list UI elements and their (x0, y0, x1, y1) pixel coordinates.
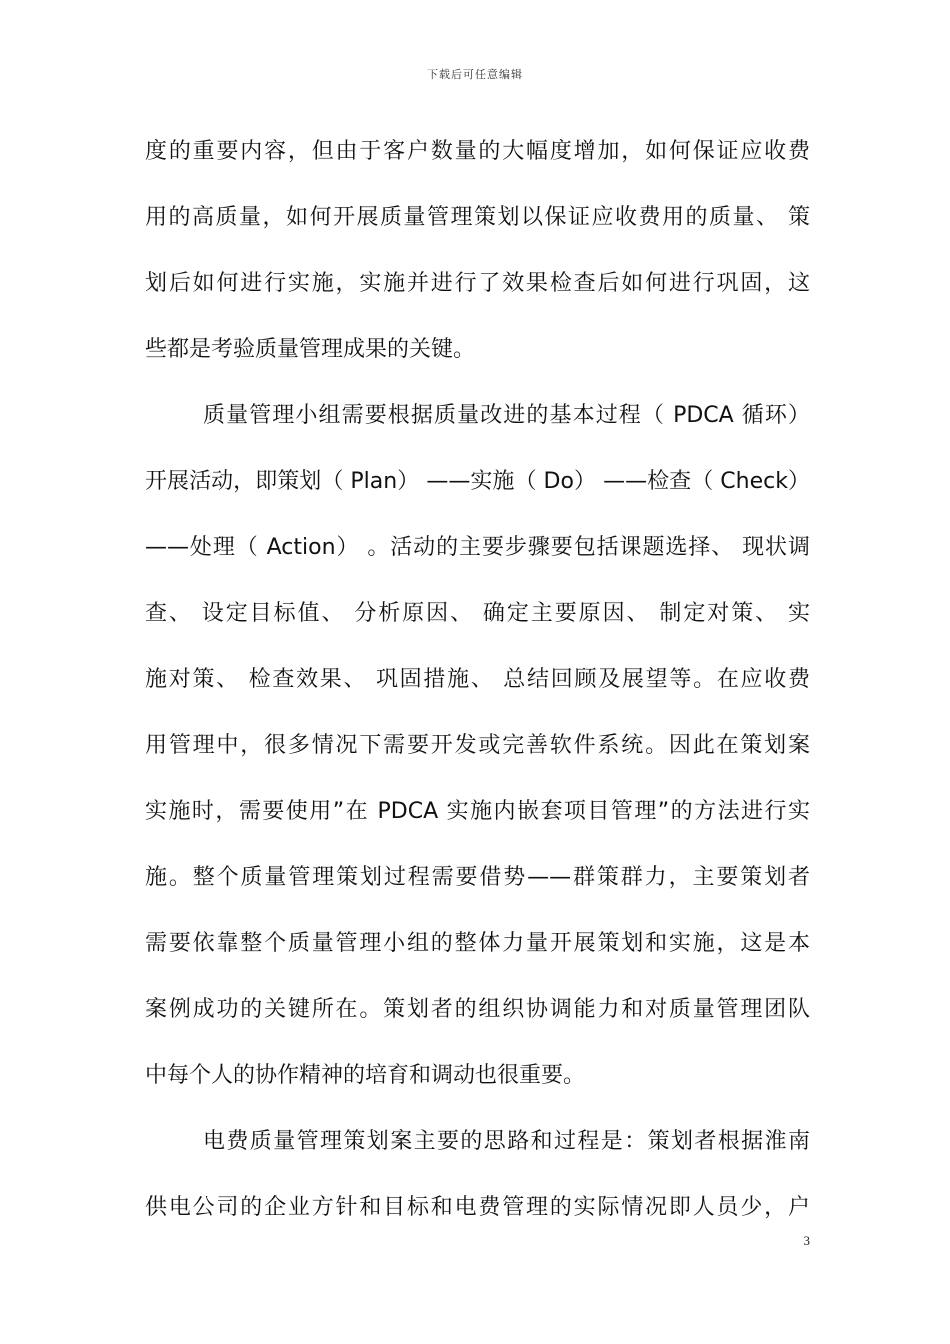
text-line: 查、 设定目标值、 分析原因、 确定主要原因、 制定对策、 实 (145, 601, 810, 626)
text-line: 划后如何进行实施，实施并进行了效果检查后如何进行巩固，这 (145, 271, 810, 296)
text-line: 供电公司的企业方针和目标和电费管理的实际情况即人员少，户 (145, 1195, 810, 1220)
paragraph-first-line: 电费质量管理策划案主要的思路和过程是：策划者根据淮南 (203, 1129, 810, 1154)
text-line: 案例成功的关键所在。策划者的组织协调能力和对质量管理团队 (145, 997, 810, 1022)
page-number: 3 (803, 1233, 810, 1248)
text-line: 中每个人的协作精神的培育和调动也很重要。 (145, 1063, 586, 1088)
text-line: 用管理中，很多情况下需要开发或完善软件系统。因此在策划案 (145, 733, 810, 758)
paragraph-first-line: 质量管理小组需要根据质量改进的基本过程（ PDCA 循环） (203, 403, 810, 428)
text-line: 实施时，需要使用”在 PDCA 实施内嵌套项目管理”的方法进行实 (145, 799, 810, 824)
text-line: 开展活动，即策划（ Plan） ——实施（ Do） ——检查（ Check） (145, 469, 810, 494)
text-line: ——处理（ Action） 。活动的主要步骤要包括课题选择、 现状调 (145, 535, 810, 560)
text-line: 些都是考验质量管理成果的关键。 (145, 337, 476, 362)
text-line: 用的高质量，如何开展质量管理策划以保证应收费用的质量、 策 (145, 205, 810, 230)
page-header: 下载后可任意编辑 (427, 68, 523, 81)
text-line: 需要依靠整个质量管理小组的整体力量开展策划和实施，这是本 (145, 931, 810, 956)
document-body (145, 128, 810, 1250)
text-line: 度的重要内容，但由于客户数量的大幅度增加，如何保证应收费 (145, 139, 810, 164)
text-line: 施。整个质量管理策划过程需要借势——群策群力，主要策划者 (145, 865, 810, 890)
text-line: 施对策、 检查效果、 巩固措施、 总结回顾及展望等。在应收费 (145, 667, 810, 692)
